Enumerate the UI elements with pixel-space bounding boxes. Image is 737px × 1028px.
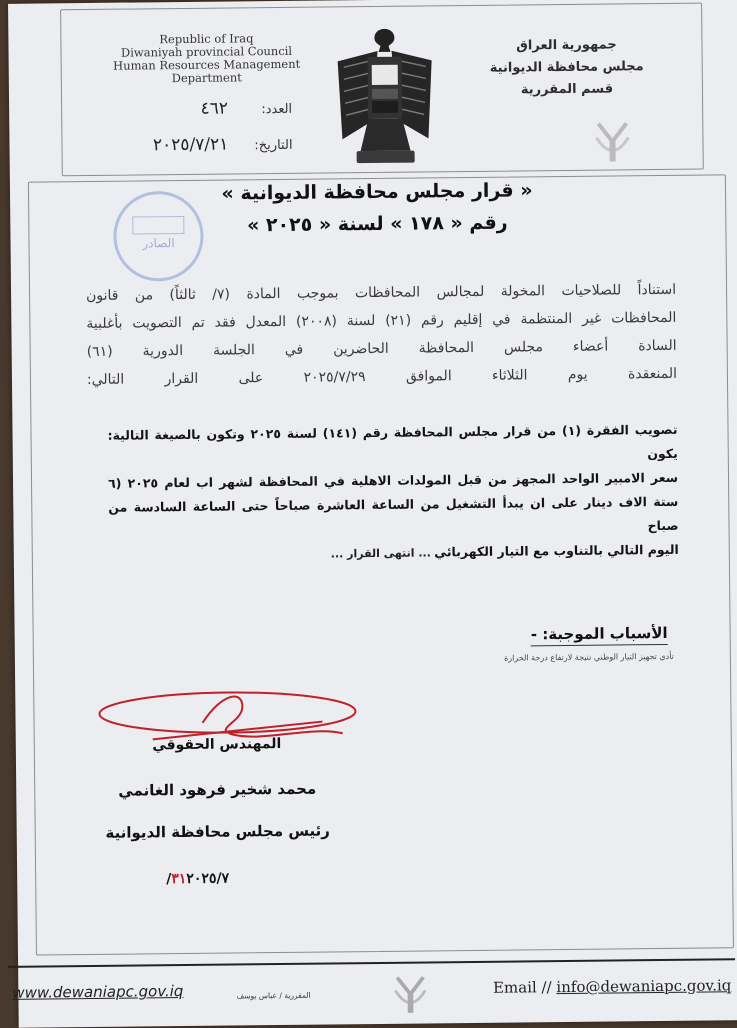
signature-date-day: ٣١ — [171, 870, 187, 888]
en-line-department: Human Resources Management Department — [113, 56, 301, 86]
signer-position: رئيس مجلس محافظة الديوانية — [105, 821, 330, 842]
decision-number: رقم « ١٧٨ » لسنة « ٢٠٢٥ » — [246, 211, 508, 237]
letterhead — [60, 3, 704, 177]
email-label: Email // — [492, 978, 557, 997]
decision-line: ستة الاف دينار على ان يبدأ التشغيل من الساعة العاشرة صباحاً حتى الساعة السادسة من صباح — [108, 493, 679, 534]
website-link[interactable]: www.dewaniapc.gov.iq — [12, 982, 184, 1002]
decision-end: ... انتهى القرار ... — [330, 546, 431, 561]
decision-frame — [28, 174, 734, 955]
ar-line-department: قسم المقررية — [520, 81, 614, 98]
en-line-country: Republic of Iraq — [159, 31, 254, 47]
email-contact — [493, 976, 732, 996]
decision-line: سعر الامبير الواحد المجهز من قبل المولدات الاهلية في المحافظة لشهر اب لعام ٢٠٢٥ (٦ — [107, 469, 679, 491]
footer-divider — [8, 958, 735, 968]
date-label: التاريخ: — [254, 137, 293, 154]
decision-preamble — [86, 276, 677, 394]
reasons-text: تأدي تجهيز التيار الوطني نتيجة لارتفاع درجة الحرارة — [504, 651, 674, 663]
reasons-title: الأسباب الموجبة: - — [531, 624, 668, 646]
reference-number — [92, 98, 292, 120]
signer-name: محمد شخير فرهود الغانمي — [118, 779, 317, 800]
letterhead-english — [81, 31, 332, 86]
number-value: ٤٦٢ — [200, 98, 229, 119]
stamp-text: الصادر — [142, 236, 175, 251]
signature-date — [166, 871, 229, 888]
document-page — [8, 0, 737, 1028]
ar-line-council: مجلس محافظة الديوانية — [489, 59, 644, 76]
signature-date-printed: ٢٠٢٥/٧/ — [166, 870, 230, 888]
signer-title: المهندس الحقوقي — [152, 735, 282, 754]
en-line-council: Diwaniyah provincial Council — [120, 43, 293, 60]
footer-logo-icon — [390, 973, 430, 1015]
reference-date — [92, 134, 292, 156]
date-value: ٢٠٢٥/٧/٢١ — [152, 134, 229, 156]
preamble-line: المنعقدة يوم الثلاثاء الموافق ٢٠٢٥/٧/٢٩ على القرار التالي: — [86, 365, 678, 389]
preamble-line: السادة أعضاء مجلس المحافظة الحاضرين في الجلسة الدورية (٦١) — [86, 337, 677, 361]
ar-line-country: جمهورية العراق — [516, 37, 617, 54]
letterhead-arabic — [471, 34, 662, 102]
preamble-line: استناداً للصلاحيات المخولة لمجالس المحافظات بموجب المادة (٧/ ثالثاً) من قانون — [86, 281, 677, 305]
typist-note: المقررية / عباس يوسف — [236, 990, 311, 1001]
page-footer — [12, 958, 737, 1026]
number-label: العدد: — [261, 101, 293, 118]
preamble-line: المحافظات غير المنتظمة في إقليم رقم (٢١) لسنة (٢٠٠٨) المعدل فقد تم التصويت بأغلبية — [86, 309, 677, 333]
decision-title: « قرار مجلس محافظة الديوانية » — [221, 179, 533, 205]
decision-line: اليوم التالي بالتناوب مع التيار الكهربائي — [434, 541, 679, 560]
iraq-eagle-emblem — [329, 20, 441, 171]
council-logo-icon — [592, 119, 632, 164]
email-address-link[interactable]: info@dewaniapc.gov.iq — [556, 976, 732, 997]
decision-line: تصويب الفقرة (١) من قرار مجلس المحافظة رقم (١٤١) لسنة ٢٠٢٥ وتكون بالصيغة التالية: يكون — [107, 421, 678, 462]
